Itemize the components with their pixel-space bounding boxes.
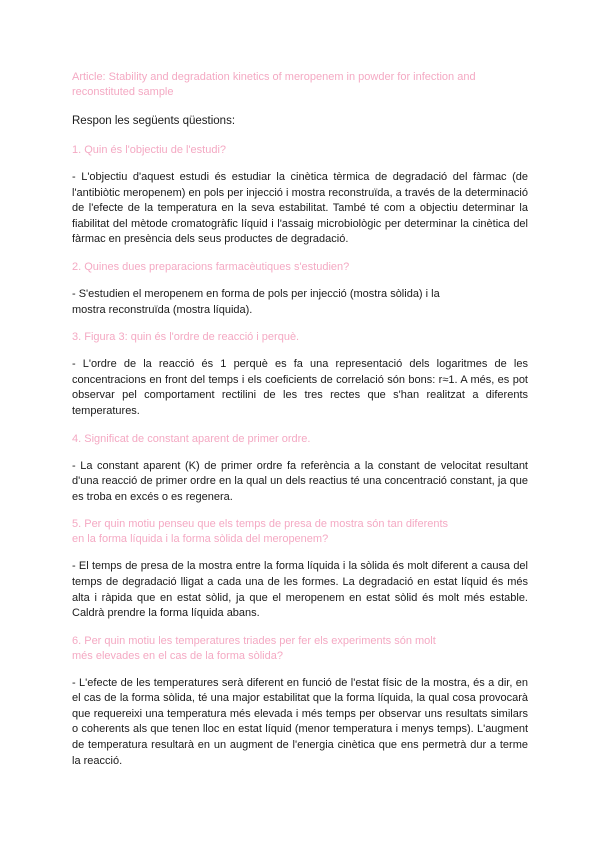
question-block-3: [72, 330, 528, 419]
question-block-5: [72, 517, 528, 621]
answer-3: - L'ordre de la reacció és 1 perquè es fa una representació dels logaritmes de les concentracions en front del temps i els coeficients de correlació són bons: r≈1. A més, es pot observar pel comportament rectilini de les tres rectes que s'han realitzat a diferents temperatures.: [72, 358, 528, 417]
answer-2: - S'estudien el meropenem en forma de pols per injecció (mostra sòlida) i la mostra reconstruïda (mostra líquida).: [72, 287, 440, 316]
question-block-4: [72, 432, 528, 506]
article-title: Article: Stability and degradation kinetics of meropenem in powder for infection and reconstituted sample: [72, 71, 476, 98]
question-5: 5. Per quin motiu penseu que els temps de presa de mostra són tan diferents en la forma líquida i la forma sòlida del meropenem?: [72, 518, 449, 546]
intro-instruction: Respon les següents qüestions:: [72, 115, 236, 127]
answer-6: - L'efecte de les temperatures serà diferent en funció de l'estat físic de la mostra, és a dir, en el cas de la forma sòlida, té una major estabilitat que la forma líquida, la qual cosa provocarà que requereixi una temperatura més elevada i més temps per observar uns resultats similars o coherents als que tenen lloc en estat líquid (menor temperatura i menys temps). L'augment de temperatura resultarà en un augment de l'energia cinètica que ens permetrà dur a terme la reacció.: [72, 676, 528, 767]
answer-5: - El temps de presa de la mostra entre la forma líquida i la sòlida és molt diferent a causa del temps de degradació lligat a cada una de les formes. La degradació en estat líquid és més alta i ràpida que en estat sòlid, ja que el meropenem en estat sòlid és molt més estable. Caldrà prendre la forma líquida abans.: [72, 560, 528, 620]
question-block-6: [72, 634, 528, 770]
question-2: 2. Quines dues preparacions farmacèutiques s'estudien?: [72, 260, 350, 273]
question-block-1: [72, 143, 528, 248]
answer-1: - L'objectiu d'aquest estudi és estudiar la cinètica tèrmica de degradació del fàrmac (de l'antibiòtic meropenem) en pols per injecció i mostra reconstruïda, a través de la determinació de l'efecte de la temperatura en la seva estabilitat. També té com a objectiu determinar la fiabilitat del mètode cromatogràfic líquid i l'assaig microbiològic per determinar la cinètica del fàrmac en presència dels seus productes de degradació.: [72, 171, 528, 246]
question-block-2: [72, 260, 528, 318]
answer-4: - La constant aparent (K) de primer ordre fa referència a la constant de velocitat resultant d'una reacció de primer ordre en la qual un dels reactius té una concentració constant, ja que es troba en excés o es regenera.: [72, 459, 528, 503]
question-1: 1. Quin és l'objectiu de l'estudi?: [72, 144, 227, 156]
question-6: 6. Per quin motiu les temperatures triades per fer els experiments són molt més elevades en el cas de la forma sòlida?: [72, 634, 436, 662]
question-3: 3. Figura 3: quin és l'ordre de reacció i perquè.: [72, 331, 300, 344]
question-4: 4. Significat de constant aparent de primer ordre.: [72, 432, 311, 445]
